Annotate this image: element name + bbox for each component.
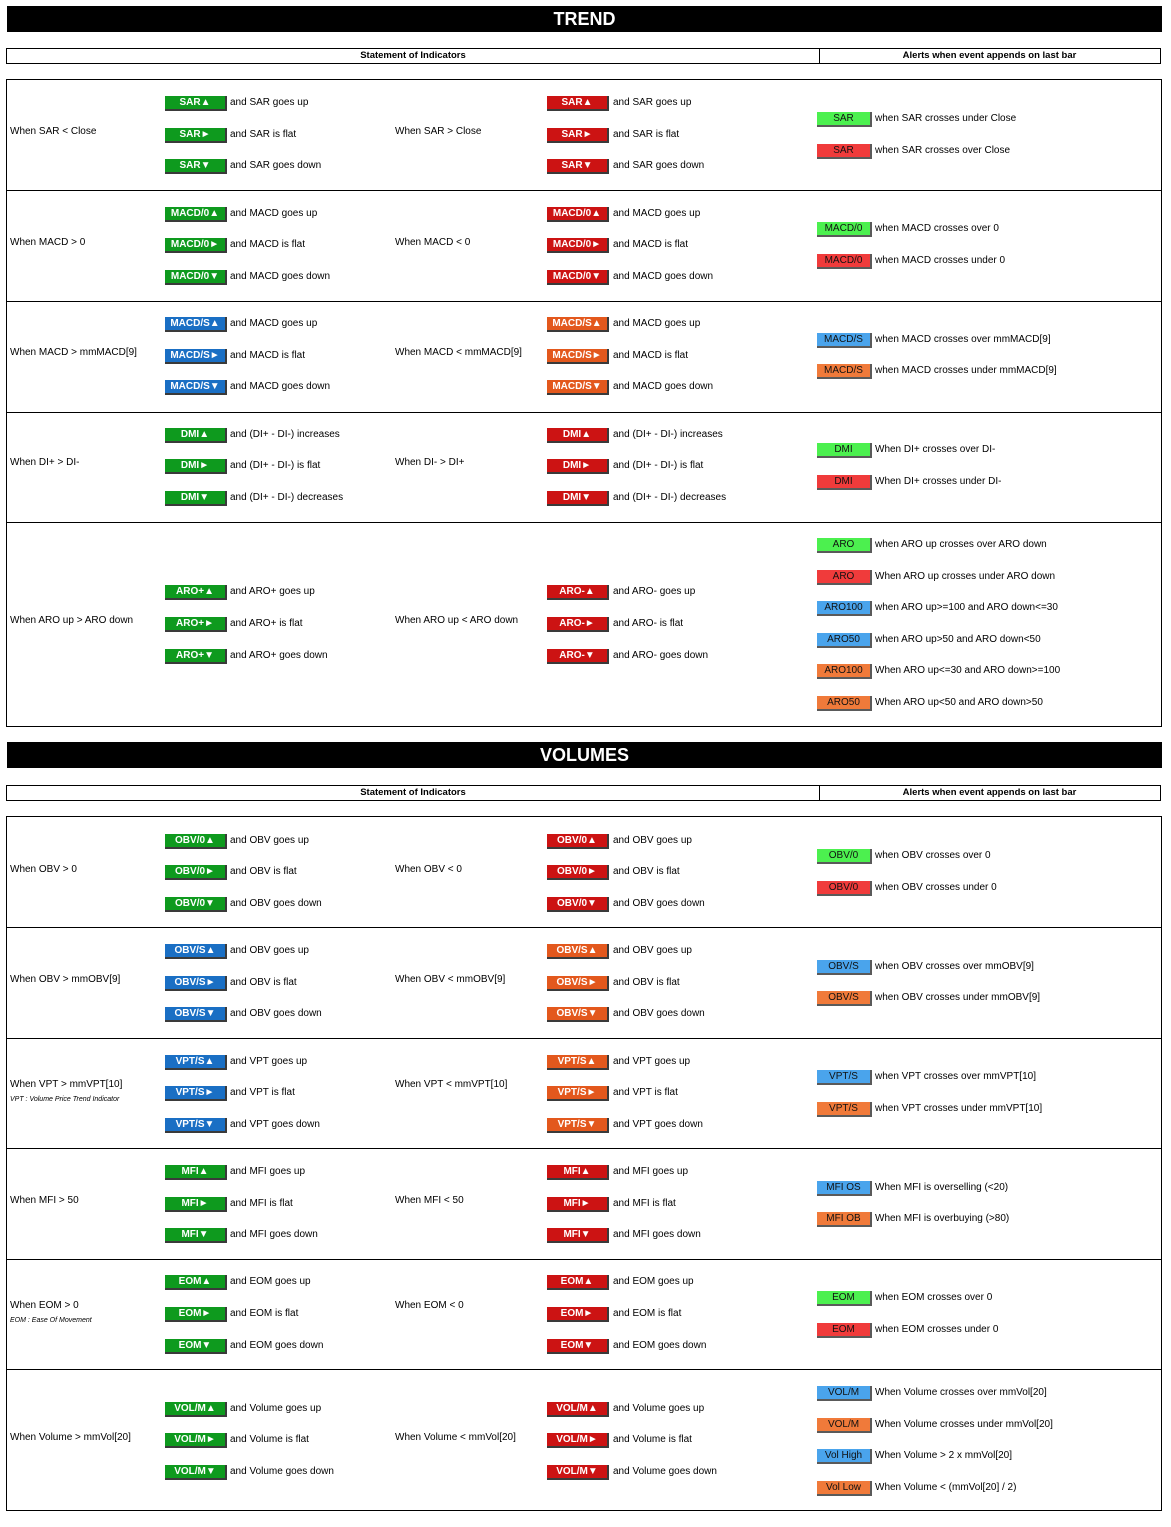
indicator-badge: DMI▼ (547, 491, 609, 506)
indicator-description: and MACD is flat (230, 350, 306, 361)
alert-badge: DMI (817, 475, 872, 490)
indicator-badge: MFI▲ (165, 1165, 227, 1180)
alert-description: When MFI is overbuying (>80) (875, 1213, 1010, 1224)
indicator-description: and Volume goes up (230, 1403, 322, 1414)
indicator-description: and EOM is flat (230, 1308, 299, 1319)
indicator-description: and OBV goes down (613, 1008, 705, 1019)
indicator-description: and ARO+ is flat (230, 618, 303, 629)
alert-description: When Volume > 2 x mmVol[20] (875, 1450, 1013, 1461)
alert-badge: VPT/S (817, 1070, 872, 1085)
condition-label: When VPT > mmVPT[10] (10, 1079, 123, 1090)
indicator-description: and (DI+ - DI-) increases (613, 429, 723, 440)
indicator-description: and VPT goes up (230, 1056, 308, 1067)
indicator-badge: DMI▼ (165, 491, 227, 506)
alert-description: when MACD crosses under 0 (875, 255, 1006, 266)
alert-description: when MACD crosses over 0 (875, 223, 999, 234)
condition-label: When EOM > 0 (10, 1300, 79, 1311)
alert-description: When DI+ crosses over DI- (875, 444, 996, 455)
indicator-description: and MACD goes up (613, 318, 701, 329)
indicator-description: and MACD is flat (613, 350, 689, 361)
indicator-badge: DMI▲ (165, 428, 227, 443)
indicator-description: and VPT goes up (613, 1056, 691, 1067)
alert-badge: MACD/S (817, 364, 872, 379)
indicator-description: and OBV goes down (230, 898, 322, 909)
indicator-badge: SAR▲ (547, 96, 609, 111)
condition-label: When MFI < 50 (395, 1195, 464, 1206)
indicator-badge: EOM► (547, 1307, 609, 1322)
indicator-description: and OBV is flat (230, 866, 297, 877)
indicator-description: and SAR goes down (230, 160, 322, 171)
alert-badge: ARO (817, 538, 872, 553)
indicator-badge: OBV/S▼ (547, 1007, 609, 1022)
condition-label: When MACD > mmMACD[9] (10, 347, 137, 358)
indicator-description: and OBV goes up (613, 835, 692, 846)
condition-label: When DI- > DI+ (395, 457, 465, 468)
indicator-description: and MFI goes up (613, 1166, 689, 1177)
alerts-header: Alerts when event appends on last bar (902, 787, 1077, 798)
section-header (6, 48, 1161, 64)
indicator-description: and Volume is flat (230, 1434, 309, 1445)
alert-badge: Vol Low (817, 1481, 872, 1496)
section-title: VOLUMES (7, 742, 1162, 768)
condition-label: When SAR > Close (395, 126, 482, 137)
indicator-badge: SAR▲ (165, 96, 227, 111)
alert-description: when ARO up>50 and ARO down<50 (875, 634, 1041, 645)
alert-badge: DMI (817, 443, 872, 458)
indicator-badge: VOL/M▲ (165, 1402, 227, 1417)
indicator-badge: VPT/S► (547, 1086, 609, 1101)
condition-label: When EOM < 0 (395, 1300, 464, 1311)
alerts-header: Alerts when event appends on last bar (902, 50, 1077, 61)
alert-description: when OBV crosses over mmOBV[9] (875, 961, 1034, 972)
indicator-badge: VPT/S▼ (547, 1118, 609, 1133)
indicator-badge: OBV/0▼ (165, 897, 227, 912)
indicator-badge: MACD/S▼ (547, 380, 609, 395)
indicator-badge: EOM► (165, 1307, 227, 1322)
indicator-badge: VOL/M► (547, 1433, 609, 1448)
alert-description: when SAR crosses under Close (875, 113, 1017, 124)
alert-badge: MACD/S (817, 333, 872, 348)
statement-header: Statement of Indicators (7, 786, 820, 800)
indicator-badge: ARO-► (547, 617, 609, 632)
alert-description: when SAR crosses over Close (875, 145, 1011, 156)
alert-badge: MACD/0 (817, 254, 872, 269)
indicator-description: and EOM goes up (230, 1276, 311, 1287)
indicator-badge: MFI▼ (165, 1228, 227, 1243)
indicator-description: and VPT goes down (230, 1119, 320, 1130)
indicator-description: and OBV goes down (613, 898, 705, 909)
indicator-description: and (DI+ - DI-) decreases (613, 492, 727, 503)
condition-label: When VPT < mmVPT[10] (395, 1079, 508, 1090)
condition-label: When DI+ > DI- (10, 457, 80, 468)
alert-badge: OBV/0 (817, 849, 872, 864)
alert-badge: OBV/0 (817, 881, 872, 896)
indicator-badge: OBV/S► (547, 976, 609, 991)
indicator-badge: OBV/S▲ (165, 944, 227, 959)
indicator-badge: OBV/0▼ (547, 897, 609, 912)
condition-label: When MFI > 50 (10, 1195, 79, 1206)
indicator-badge: DMI▲ (547, 428, 609, 443)
indicator-badge: MACD/S▲ (165, 317, 227, 332)
alert-badge: VOL/M (817, 1386, 872, 1401)
indicator-description: and SAR goes down (613, 160, 705, 171)
alert-description: When ARO up<50 and ARO down>50 (875, 697, 1043, 708)
indicator-description: and MFI goes up (230, 1166, 306, 1177)
indicator-description: and EOM goes up (613, 1276, 694, 1287)
condition-label: When OBV < mmOBV[9] (395, 974, 506, 985)
indicator-description: and MACD goes down (230, 381, 331, 392)
alert-description: when OBV crosses over 0 (875, 850, 991, 861)
alert-description: when MACD crosses under mmMACD[9] (875, 365, 1057, 376)
indicator-badge: OBV/0▲ (547, 834, 609, 849)
indicator-description: and SAR goes up (613, 97, 692, 108)
indicator-description: and ARO+ goes up (230, 586, 315, 597)
indicator-badge: MACD/0► (547, 238, 609, 253)
alert-badge: MACD/0 (817, 222, 872, 237)
alert-description: when EOM crosses under 0 (875, 1324, 999, 1335)
indicator-description: and MFI goes down (613, 1229, 701, 1240)
alert-badge: ARO100 (817, 601, 872, 616)
indicator-badge: ARO-▲ (547, 585, 609, 600)
indicator-description: and OBV goes up (230, 945, 309, 956)
indicator-badge: MACD/0▼ (165, 270, 227, 285)
alert-description: when VPT crosses under mmVPT[10] (875, 1103, 1043, 1114)
indicator-description: and MACD goes up (230, 208, 318, 219)
indicator-description: and MACD goes down (613, 271, 714, 282)
indicator-description: and (DI+ - DI-) is flat (230, 460, 321, 471)
indicator-description: and SAR is flat (613, 129, 680, 140)
indicator-description: and (DI+ - DI-) decreases (230, 492, 344, 503)
indicator-badge: MACD/0► (165, 238, 227, 253)
indicator-badge: MFI► (547, 1197, 609, 1212)
indicator-description: and ARO- goes up (613, 586, 696, 597)
condition-label: When Volume < mmVol[20] (395, 1432, 516, 1443)
alert-description: When Volume < (mmVol[20] / 2) (875, 1482, 1017, 1493)
indicator-description: and MACD goes up (613, 208, 701, 219)
indicator-badge: MFI▼ (547, 1228, 609, 1243)
indicator-badge: ARO+► (165, 617, 227, 632)
alert-badge: OBV/S (817, 991, 872, 1006)
indicator-description: and OBV is flat (230, 977, 297, 988)
section-header (6, 785, 1161, 801)
indicator-description: and EOM goes down (230, 1340, 324, 1351)
indicator-badge: VPT/S▲ (165, 1055, 227, 1070)
alert-badge: ARO50 (817, 633, 872, 648)
indicator-badge: MACD/S► (547, 349, 609, 364)
indicator-badge: EOM▼ (547, 1339, 609, 1354)
condition-label: When MACD < 0 (395, 237, 471, 248)
alert-badge: OBV/S (817, 960, 872, 975)
indicator-badge: ARO+▲ (165, 585, 227, 600)
alert-description: when OBV crosses under mmOBV[9] (875, 992, 1041, 1003)
indicator-description: and OBV goes up (613, 945, 692, 956)
indicator-description: and SAR is flat (230, 129, 297, 140)
statement-header: Statement of Indicators (7, 49, 820, 63)
indicator-badge: OBV/0► (547, 865, 609, 880)
alert-description: When MFI is overselling (<20) (875, 1182, 1009, 1193)
indicator-badge: ARO+▼ (165, 649, 227, 664)
indicator-badge: OBV/S▲ (547, 944, 609, 959)
alert-badge: MFI OB (817, 1212, 872, 1227)
indicator-description: and MACD is flat (613, 239, 689, 250)
indicator-badge: SAR▼ (165, 159, 227, 174)
alert-description: When ARO up<=30 and ARO down>=100 (875, 665, 1061, 676)
alert-badge: EOM (817, 1323, 872, 1338)
indicator-description: and (DI+ - DI-) increases (230, 429, 340, 440)
indicator-description: and OBV goes up (230, 835, 309, 846)
indicator-badge: DMI► (547, 459, 609, 474)
alert-badge: ARO (817, 570, 872, 585)
alert-badge: Vol High (817, 1449, 872, 1464)
indicator-badge: VPT/S► (165, 1086, 227, 1101)
condition-label: When SAR < Close (10, 126, 97, 137)
condition-label: When MACD < mmMACD[9] (395, 347, 522, 358)
alert-badge: VOL/M (817, 1418, 872, 1433)
indicator-description: and OBV goes down (230, 1008, 322, 1019)
alert-description: when VPT crosses over mmVPT[10] (875, 1071, 1036, 1082)
indicator-badge: EOM▼ (165, 1339, 227, 1354)
alert-description: when EOM crosses over 0 (875, 1292, 993, 1303)
indicator-badge: MACD/S► (165, 349, 227, 364)
indicator-badge: VOL/M► (165, 1433, 227, 1448)
indicator-badge: OBV/S▼ (165, 1007, 227, 1022)
indicator-badge: OBV/0▲ (165, 834, 227, 849)
indicator-badge: OBV/S► (165, 976, 227, 991)
indicator-description: and MFI is flat (230, 1198, 293, 1209)
indicator-description: and EOM goes down (613, 1340, 707, 1351)
alert-description: When DI+ crosses under DI- (875, 476, 1002, 487)
alert-description: When Volume crosses under mmVol[20] (875, 1419, 1053, 1430)
alert-description: When ARO up crosses under ARO down (875, 571, 1056, 582)
indicator-description: and Volume is flat (613, 1434, 692, 1445)
indicator-description: and VPT is flat (230, 1087, 295, 1098)
indicator-description: and VPT is flat (613, 1087, 678, 1098)
indicator-description: and SAR goes up (230, 97, 309, 108)
indicator-description: and ARO- goes down (613, 650, 709, 661)
indicator-badge: SAR▼ (547, 159, 609, 174)
condition-note: EOM : Ease Of Movement (10, 1317, 92, 1324)
condition-label: When OBV > 0 (10, 864, 77, 875)
indicator-description: and MACD goes up (230, 318, 318, 329)
condition-label: When Volume > mmVol[20] (10, 1432, 131, 1443)
alert-badge: ARO50 (817, 696, 872, 711)
indicator-badge: VOL/M▲ (547, 1402, 609, 1417)
alert-description: when OBV crosses under 0 (875, 882, 997, 893)
indicator-description: and Volume goes down (230, 1466, 334, 1477)
alert-badge: ARO100 (817, 664, 872, 679)
indicator-description: and Volume goes down (613, 1466, 717, 1477)
alert-badge: MFI OS (817, 1181, 872, 1196)
indicator-description: and ARO- is flat (613, 618, 684, 629)
alert-badge: EOM (817, 1291, 872, 1306)
indicator-badge: VPT/S▲ (547, 1055, 609, 1070)
indicator-description: and MACD goes down (613, 381, 714, 392)
alert-badge: VPT/S (817, 1102, 872, 1117)
indicator-description: and OBV is flat (613, 977, 680, 988)
indicator-description: and EOM is flat (613, 1308, 682, 1319)
indicator-badge: SAR► (547, 128, 609, 143)
indicator-badge: DMI► (165, 459, 227, 474)
alert-description: when MACD crosses over mmMACD[9] (875, 334, 1051, 345)
indicator-badge: MACD/0▲ (165, 207, 227, 222)
indicator-badge: EOM▲ (547, 1275, 609, 1290)
indicator-badge: MACD/S▲ (547, 317, 609, 332)
indicator-description: and (DI+ - DI-) is flat (613, 460, 704, 471)
condition-label: When OBV < 0 (395, 864, 462, 875)
indicator-badge: VOL/M▼ (547, 1465, 609, 1480)
condition-label: When ARO up > ARO down (10, 615, 134, 626)
indicator-badge: MACD/0▲ (547, 207, 609, 222)
indicator-badge: ARO-▼ (547, 649, 609, 664)
indicator-description: and MACD is flat (230, 239, 306, 250)
indicator-badge: OBV/0► (165, 865, 227, 880)
indicator-description: and VPT goes down (613, 1119, 703, 1130)
condition-label: When MACD > 0 (10, 237, 86, 248)
indicator-badge: MFI► (165, 1197, 227, 1212)
alert-badge: SAR (817, 112, 872, 127)
indicator-description: and ARO+ goes down (230, 650, 328, 661)
alert-badge: SAR (817, 144, 872, 159)
condition-label: When ARO up < ARO down (395, 615, 519, 626)
indicator-badge: SAR► (165, 128, 227, 143)
indicator-badge: VOL/M▼ (165, 1465, 227, 1480)
indicator-description: and Volume goes up (613, 1403, 705, 1414)
indicator-badge: MFI▲ (547, 1165, 609, 1180)
condition-label: When OBV > mmOBV[9] (10, 974, 121, 985)
section-title: TREND (7, 6, 1162, 32)
indicator-badge: MACD/0▼ (547, 270, 609, 285)
indicator-description: and MFI is flat (613, 1198, 676, 1209)
indicator-badge: EOM▲ (165, 1275, 227, 1290)
indicator-description: and MFI goes down (230, 1229, 318, 1240)
alert-description: when ARO up>=100 and ARO down<=30 (875, 602, 1058, 613)
indicator-badge: MACD/S▼ (165, 380, 227, 395)
alert-description: When Volume crosses over mmVol[20] (875, 1387, 1047, 1398)
alert-description: when ARO up crosses over ARO down (875, 539, 1047, 550)
condition-note: VPT : Volume Price Trend Indicator (10, 1096, 120, 1103)
indicator-description: and OBV is flat (613, 866, 680, 877)
indicator-description: and MACD goes down (230, 271, 331, 282)
indicator-badge: VPT/S▼ (165, 1118, 227, 1133)
